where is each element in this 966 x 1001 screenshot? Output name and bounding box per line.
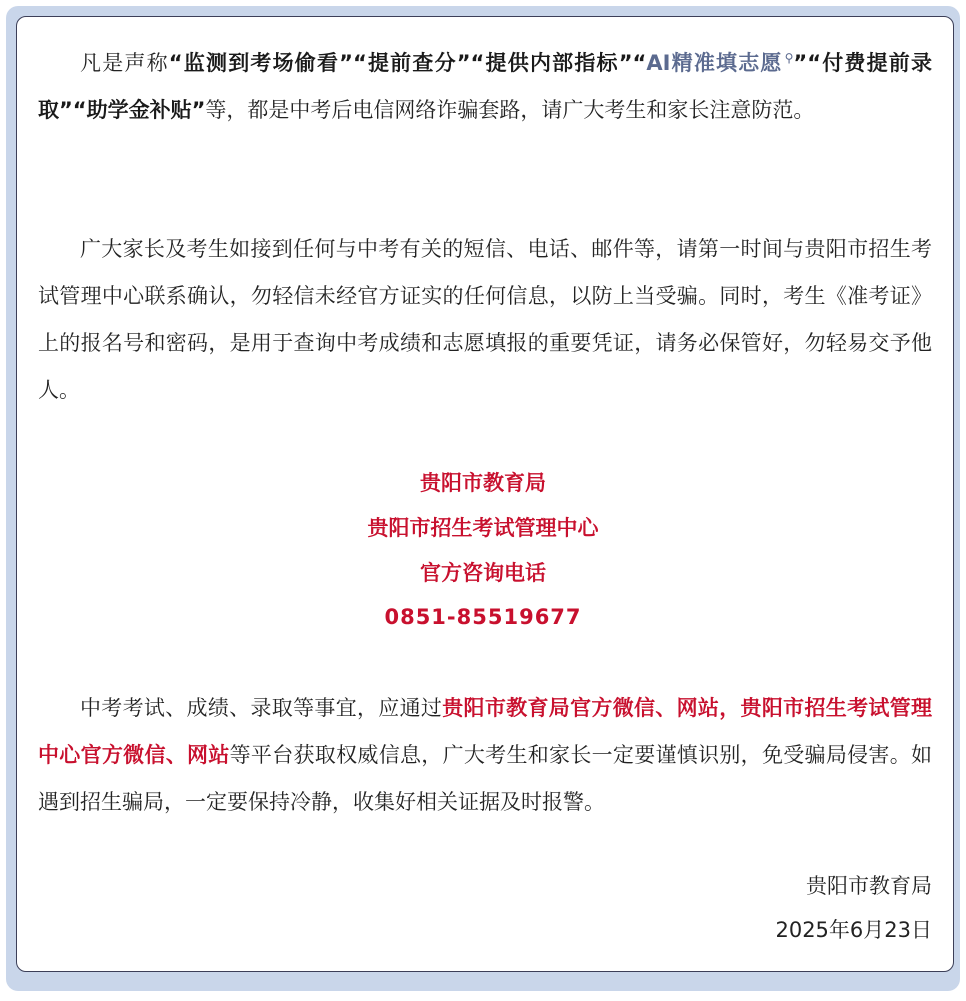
p1-bold-claims-b: ”“付费提前录取”“助学金补贴” (38, 51, 932, 122)
paragraph-scam-warning (38, 35, 932, 134)
p3-text-end: 等平台获取权威信息，广大考生和家长一定要谨慎识别，免受骗局侵害。如遇到招生骗局，一定要保持冷静，收集好相关证据及时报警。 (38, 743, 933, 814)
contact-org-education-bureau: 贵阳市教育局 (420, 471, 546, 495)
paragraph-verify-info: 广大家长及考生如接到任何与中考有关的短信、电话、邮件等，请第一时间与贵阳市招生考试管理中心联系确认，勿轻信未经官方证实的任何信息，以防上当受骗。同时，考生《准考证》上的报名号和密码，是用于查询中考成绩和志愿填报的重要凭证，请务必保管好，勿轻易交予他人。 (38, 237, 932, 402)
signature-date: 2025年6月23日 (775, 918, 932, 942)
contact-hotline-number: 0851-85519677 (384, 605, 582, 629)
search-icon[interactable]: ⚲ (784, 51, 794, 65)
paragraph-official-channels (38, 685, 932, 826)
signature-issuer: 贵阳市教育局 (806, 874, 932, 898)
p1-bold-claims-a: “监测到考场偷看”“提前查分”“提供内部指标”“ (168, 51, 647, 75)
contact-hotline-label: 官方咨询电话 (420, 561, 546, 585)
p1-text-start: 凡是声称 (80, 51, 169, 75)
p1-text-end: 等，都是中考后电信网络诈骗套路，请广大考生和家长注意防范。 (205, 98, 815, 122)
p3-text-start: 中考考试、成绩、录取等事宜，应通过 (80, 696, 443, 720)
p3-official-channels: 贵阳市教育局官方微信、网站，贵阳市招生考试管理中心官方微信、网站 (38, 696, 933, 767)
contact-org-exam-center: 贵阳市招生考试管理中心 (367, 516, 599, 540)
ai-volunteer-link[interactable]: AI精准填志愿 (646, 51, 783, 75)
